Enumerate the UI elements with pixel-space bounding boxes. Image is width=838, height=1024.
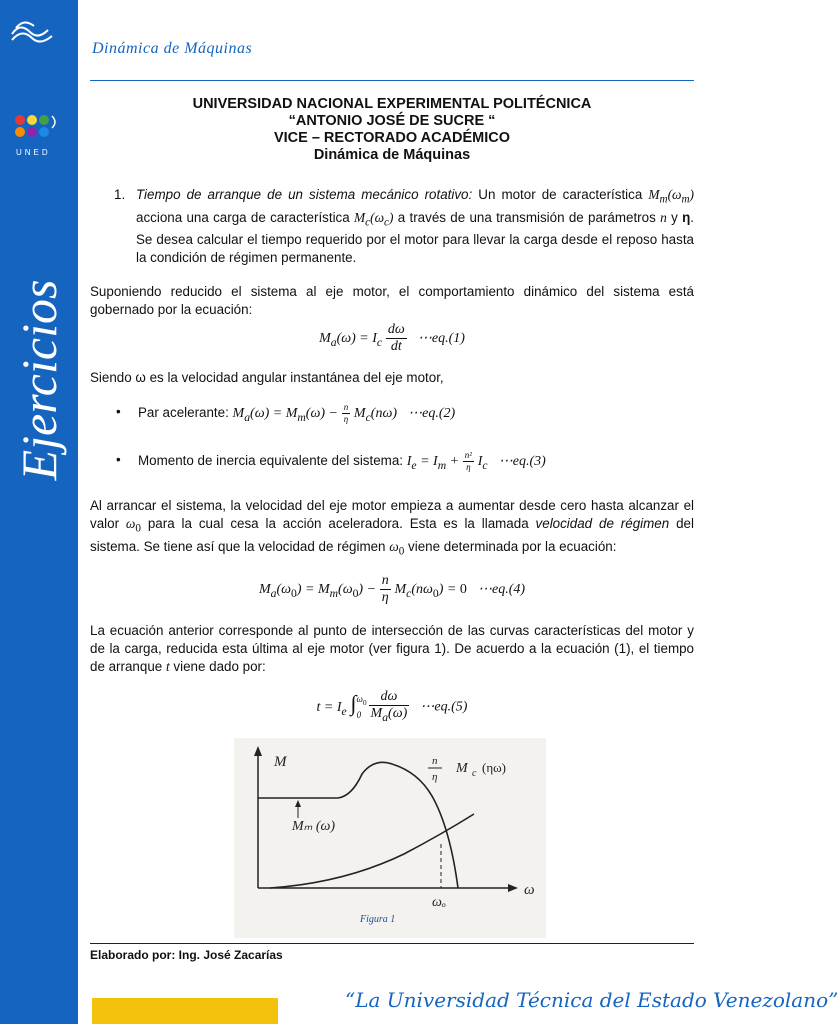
- uned-label: UNED: [16, 148, 51, 157]
- bullet-1-label: Par acelerante:: [138, 405, 229, 421]
- bullet-par-acelerante: • Par acelerante: $M_a(\omega) = M_m(\omega)$ − $\frac{n}{\eta}$ $M_c(n\omega)$ ⋯eq.(2): [116, 402, 456, 425]
- ratio-denominator: η: [432, 771, 438, 783]
- heading-line-2: “ANTONIO JOSÉ DE SUCRE “: [288, 113, 496, 129]
- university-slogan: “La Universidad Técnica del Estado Venezolano”: [345, 988, 838, 1012]
- heading-line-1: UNIVERSIDAD NACIONAL EXPERIMENTAL POLITÉCNICA: [192, 96, 592, 112]
- eq3-tag: ⋯eq.(3): [498, 454, 546, 470]
- university-heading: [90, 96, 694, 164]
- p4-part-e: viene determinada por la ecuación:: [408, 538, 617, 554]
- p4-part-c: velocidad de régimen: [535, 516, 670, 532]
- heading-line-3: VICE – RECTORADO ACADÉMICO: [273, 130, 511, 146]
- motor-curve: [258, 762, 458, 888]
- exercise-item-1: 1. Tiempo de arranque de un sistema mecánico rotativo: Un motor de característica $M_m(\omega_m)$ acciona una carga de característica $M_c(\omega_c)$ a través de una transmisión de parámetros n y η. Se desea calcular el tiempo requerido por el motor para llevar la carga desde el reposo hasta la condición de régimen permanente.: [114, 187, 695, 266]
- eq5-tag: ⋯eq.(5): [420, 699, 468, 715]
- equation-5: $t = I_e$ ∫$^{\omega_0}$0 $\frac{d\omega}{M_a(\omega)}$ ⋯eq.(5): [316, 689, 468, 725]
- paragraph-2: Suponiendo reducido el sistema al eje motor, el comportamiento dinámico del sistema está gobernado por la ecuación:: [90, 284, 694, 318]
- heading-line-4: Dinámica de Máquinas: [313, 147, 471, 163]
- p4-part-d: del sistema. Se tiene así que la velocidad de régimen: [90, 516, 694, 554]
- unexpo-logo-icon: [6, 14, 66, 54]
- ratio-numerator: n: [432, 755, 438, 767]
- equation-1: $M_a(\omega) = I_c$ $\frac{d\omega}{dt}$ ⋯eq.(1): [319, 322, 465, 355]
- eq4-tag: ⋯eq.(4): [478, 582, 526, 598]
- footer-accent-bar: [92, 998, 278, 1024]
- item-lead: Tiempo de arranque de un sistema mecánico rotativo:: [136, 187, 473, 202]
- uned-dots-icon: [8, 110, 70, 150]
- document-body: [90, 186, 694, 740]
- equation-4: $M_a(\omega_0) = M_m(\omega_0)$ − $\frac{n}{\eta}$ $M_c(n\omega_0) = 0$ ⋯eq.(4): [258, 573, 526, 606]
- bullet-2-label: Momento de inercia equivalente del sistema:: [138, 453, 403, 469]
- item-number: 1.: [114, 187, 126, 202]
- course-title: Dinámica de Máquinas: [92, 40, 253, 57]
- p5-part-b: viene dado por:: [173, 659, 266, 675]
- x-axis-label: ω: [524, 882, 535, 898]
- bullet-icon: •: [116, 404, 121, 420]
- author-credit: Elaborado por: Ing. José Zacarías: [90, 948, 283, 962]
- figure-1: [234, 738, 546, 938]
- y-axis-arrow-icon: [254, 746, 262, 756]
- eq1-tag: ⋯eq.(1): [417, 331, 465, 347]
- load-curve-label: M: [456, 761, 468, 776]
- side-title: Ejercicios: [11, 279, 67, 481]
- torque-speed-plot: [234, 738, 546, 938]
- motor-curve-label: Mₘ (ω): [292, 819, 336, 834]
- eq2-tag: ⋯eq.(2): [408, 406, 456, 422]
- header-divider: [90, 80, 694, 81]
- bullet-momento-inercia: • Momento de inercia equivalente del sistema: $I_e = I_m$ + $\frac{\text{n²}}{\eta}$ $I_c$ ⋯eq.(3): [116, 450, 546, 473]
- load-curve-sub: c: [472, 768, 477, 779]
- footer-divider: [90, 943, 694, 944]
- paragraph-4: Al arrancar el sistema, la velocidad del eje motor empieza a aumentar desde cero hasta alcanzar el valor $\omega_0$ para la cual cesa la acción aceleradora. Esta es la llamada velocidad de régimen del sistema. Se tiene así que la velocidad de régimen $\omega_0$ viene determinada por la ecuación:: [90, 498, 694, 558]
- p4-part-b: para la cual cesa la acción aceleradora. Esta es la llamada: [147, 516, 529, 532]
- y-axis-label: M: [274, 754, 287, 770]
- paragraph-5: La ecuación anterior corresponde al punto de intersección de las curvas características del motor y de la carga, reducida esta última al eje motor (ver figura 1). De acuerdo a la ecuación (1), el tiempo de arranque t viene dado por:: [90, 623, 694, 675]
- load-curve-arg: (ηω): [482, 760, 507, 775]
- p5-part-a: La ecuación anterior corresponde al punto de intersección de las curvas características del motor y de la carga, reducida esta última al eje motor (ver figura 1). De acuerdo a la ecuación (1), el tiempo de arranque: [90, 623, 694, 675]
- x-axis-arrow-icon: [508, 884, 518, 892]
- figure-caption: Figura 1: [360, 914, 396, 925]
- paragraph-3: Siendo ω es la velocidad angular instantánea del eje motor,: [90, 370, 444, 386]
- p4-part-a: Al arrancar el sistema, la velocidad del eje motor empieza a aumentar desde cero hasta alcanzar el valor: [90, 498, 694, 532]
- omega-zero-label: ωₒ: [432, 895, 446, 910]
- sidebar: [0, 0, 78, 1024]
- bullet-icon: •: [116, 452, 121, 468]
